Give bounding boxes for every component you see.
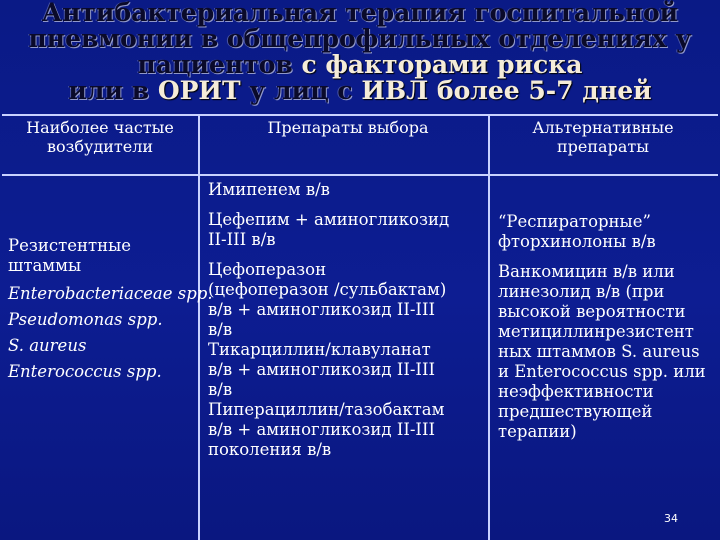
header-pathogens: Наиболее частые возбудители (26, 118, 174, 156)
drug-line: в/в + аминогликозид II-III (208, 420, 435, 439)
resistant-label-1: Резистентные (8, 236, 132, 255)
header-alternatives: Альтернативные препараты (532, 118, 674, 156)
pathogen-item: Enterococcus spp. (8, 362, 162, 381)
spacer (498, 252, 706, 262)
therapy-table (2, 114, 718, 540)
drug-line: высокой вероятности (498, 302, 686, 321)
spacer (208, 250, 449, 260)
slide-title (0, 0, 720, 110)
drug-line: II-III в/в (208, 230, 276, 249)
drug-line: в/в + аминогликозид II-III (208, 300, 435, 319)
drug-line: предшествующей (498, 402, 653, 421)
pathogen-item: S. aureus (8, 336, 87, 355)
page-number: 34 (664, 512, 678, 525)
drug-line: “Респираторные” (498, 212, 651, 231)
alternatives-cell (498, 212, 706, 442)
title-line-4: или в ОРИТ у лиц с ИВЛ более 5-7 дней (68, 76, 652, 105)
title-line-3: пациентов с факторами риска (137, 50, 583, 79)
drug-line: неэффективности (498, 382, 654, 401)
spacer (208, 200, 449, 210)
drug-line: Тикарциллин/клавуланат (208, 340, 431, 359)
pathogens-cell (8, 236, 213, 382)
pathogen-item: Pseudomonas spp. (8, 310, 163, 329)
drug-line: линезолид в/в (при (498, 282, 665, 301)
title-line-1: Антибактериальная терапия госпитальной (41, 0, 679, 27)
drug-line: и Enterococcus spp. или (498, 362, 706, 381)
drug-line: поколения в/в (208, 440, 332, 459)
drug-line: метициллинрезистент (498, 322, 694, 341)
drug-line: в/в + аминогликозид II-III (208, 360, 435, 379)
drug-line: терапии) (498, 422, 577, 441)
drug-line: Цефоперазон (208, 260, 327, 279)
drugs-of-choice-cell (208, 180, 449, 460)
drug-line: Цефепим + аминогликозид (208, 210, 450, 229)
drug-line: фторхинолоны в/в (498, 232, 656, 251)
column-divider (488, 116, 490, 540)
drug-line: (цефоперазон /сульбактам) (208, 280, 447, 299)
title-line-2: пневмонии в общепрофильных отделениях у (28, 24, 692, 53)
drug-line: Пиперациллин/тазобактам (208, 400, 445, 419)
drug-line: Ванкомицин в/в или (498, 262, 675, 281)
drug-line: ных штаммов S. aureus (498, 342, 700, 361)
resistant-label-2: штаммы (8, 256, 82, 275)
header-drugs-of-choice: Препараты выбора (267, 118, 429, 137)
drug-line: Имипенем в/в (208, 180, 330, 199)
drug-line: в/в (208, 320, 233, 339)
drug-line: в/в (208, 380, 233, 399)
pathogen-item: Enterobacteriaceae spp. (8, 284, 213, 303)
